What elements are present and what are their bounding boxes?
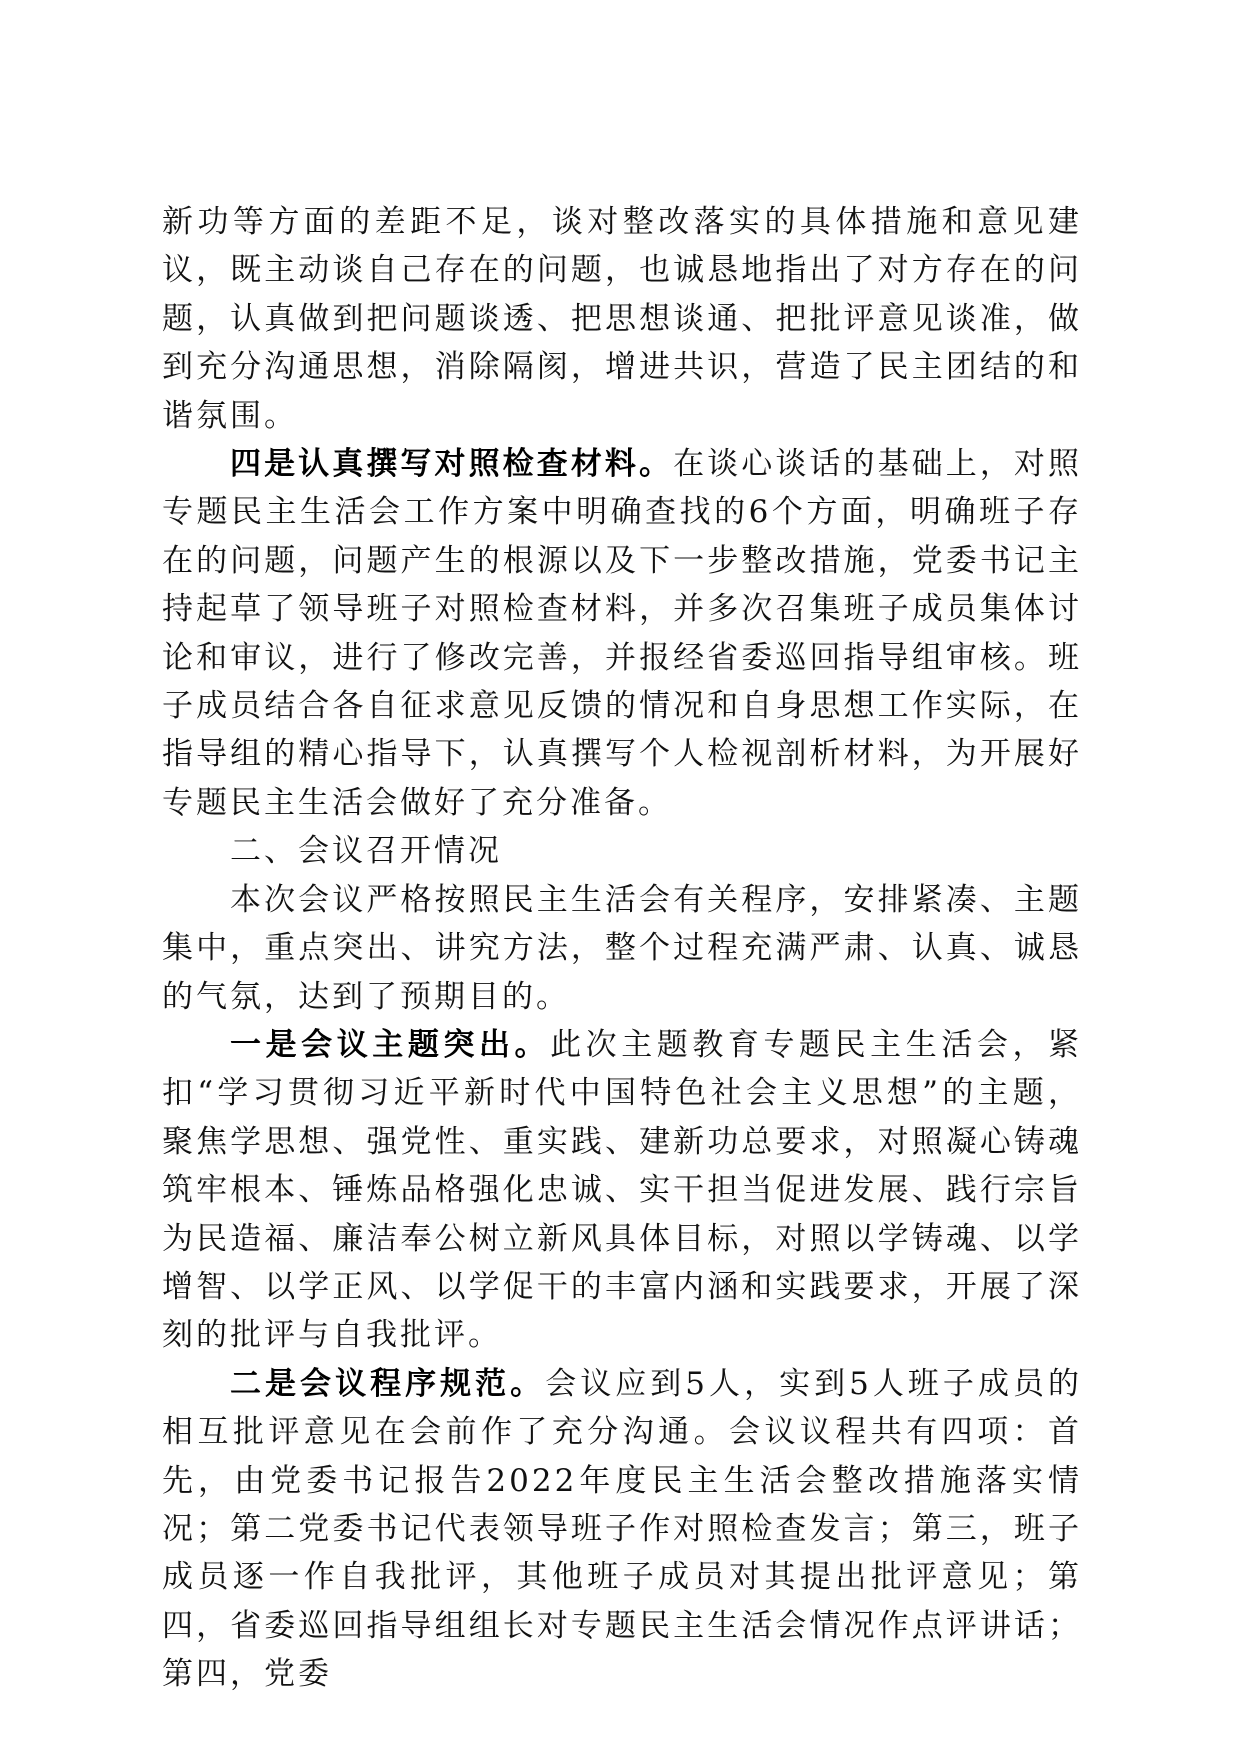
paragraph-text: 会议应到5人，实到5人班子成员的相互批评意见在会前作了充分沟通。会议议程共有四项：首先，由党委书记报告2022年度民主生活会整改措施落实情况；第二党委书记代表领导班子作对照检查发言；第三，班子成员逐一作自我批评，其他班子成员对其提出批评意见；第四，省委巡回指导组组长对专题民主生活会情况作点评讲话；第四，党委 bbox=[162, 1365, 1083, 1693]
paragraph-continuation bbox=[162, 198, 1082, 440]
section-heading-text: 二、会议召开情况 bbox=[230, 833, 502, 870]
paragraph-item-two bbox=[162, 1360, 1082, 1699]
paragraph-text: 在谈心谈话的基础上，对照专题民主生活会工作方案中明确查找的6个方面，明确班子存在的问题，问题产生的根源以及下一步整改措施，党委书记主持起草了领导班子对照检查材料，并多次召集班子成员集体讨论和审议，进行了修改完善，并报经省委巡回指导组审核。班子成员结合各自征求意见反馈的情况和自身思想工作实际，在指导组的精心指导下，认真撰写个人检视剖析材料，为开展好专题民主生活会做好了充分准备。 bbox=[162, 446, 1083, 821]
paragraph-item-one bbox=[162, 1021, 1082, 1360]
paragraph-item-four bbox=[162, 440, 1082, 827]
paragraph-lead: 二是会议程序规范。 bbox=[230, 1365, 546, 1402]
document-body bbox=[162, 198, 1082, 1699]
section-heading bbox=[162, 827, 1082, 875]
paragraph-lead: 一是会议主题突出。 bbox=[230, 1026, 551, 1063]
paragraph-text: 此次主题教育专题民主生活会，紧扣“学习贯彻习近平新时代中国特色社会主义思想”的主题，聚焦学思想、强党性、重实践、建新功总要求，对照凝心铸魂筑牢根本、锤炼品格强化忠诚、实干担当促进发展、践行宗旨为民造福、廉洁奉公树立新风具体目标，对照以学铸魂、以学增智、以学正风、以学促干的丰富内涵和实践要求，开展了深刻的批评与自我批评。 bbox=[162, 1026, 1083, 1354]
paragraph-lead: 四是认真撰写对照检查材料。 bbox=[230, 446, 674, 483]
paragraph-text: 新功等方面的差距不足，谈对整改落实的具体措施和意见建议，既主动谈自己存在的问题，也诚恳地指出了对方存在的问题，认真做到把问题谈透、把思想谈通、把批评意见谈准，做到充分沟通思想，消除隔阂，增进共识，营造了民主团结的和谐氛围。 bbox=[162, 204, 1082, 434]
paragraph-meeting-overview bbox=[162, 876, 1082, 1021]
paragraph-text: 本次会议严格按照民主生活会有关程序，安排紧凑、主题集中，重点突出、讲究方法，整个过程充满严肃、认真、诚恳的气氛，达到了预期目的。 bbox=[162, 881, 1082, 1015]
